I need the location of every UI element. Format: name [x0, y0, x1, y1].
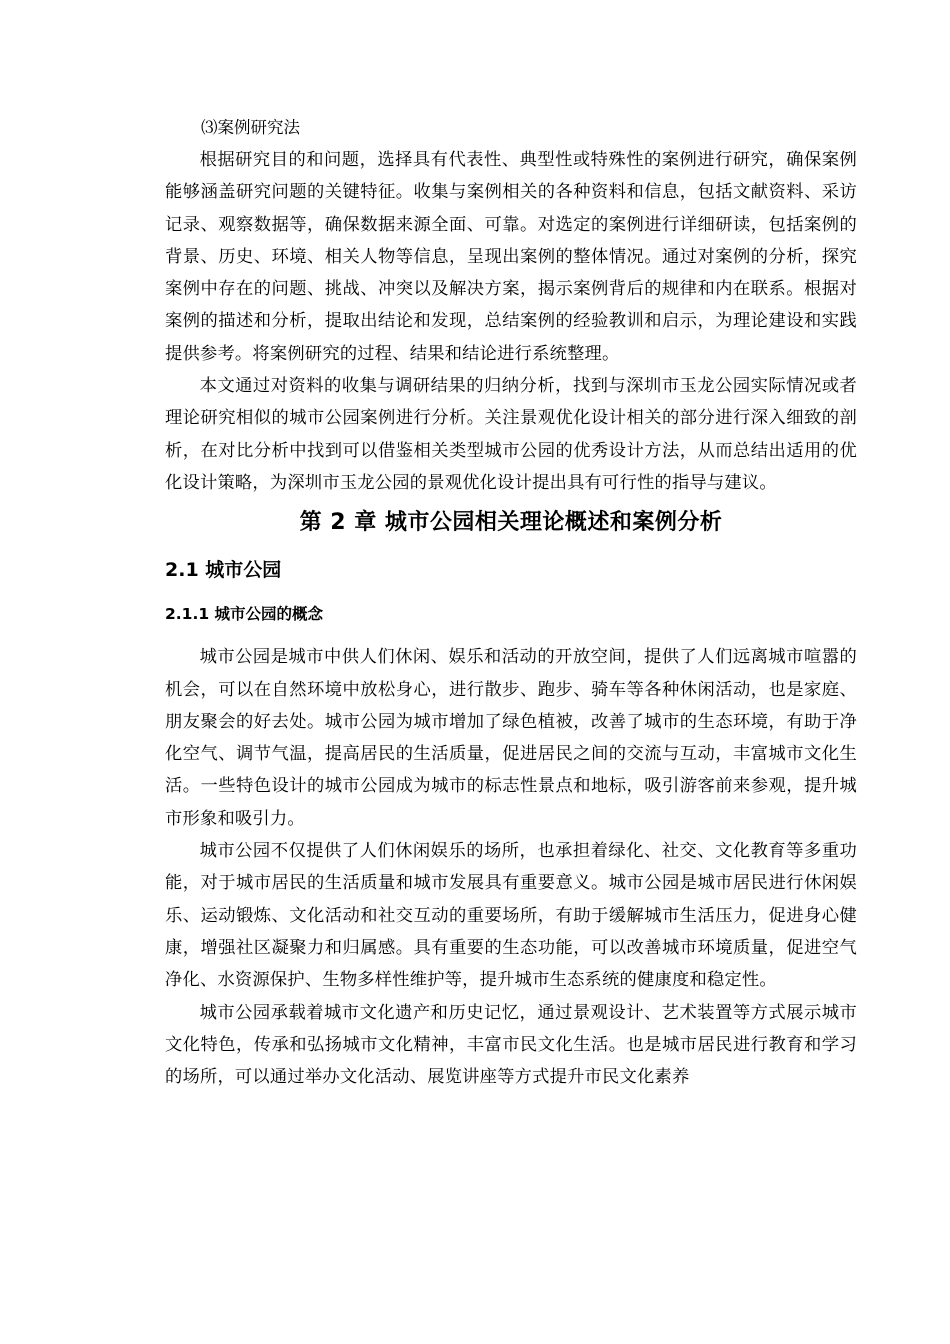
document-body	[165, 112, 857, 1093]
paragraph: 本文通过对资料的收集与调研结果的归纳分析，找到与深圳市玉龙公园实际情况或者理论研究相似的城市公园案例进行分析。关注景观优化设计相关的部分进行深入细致的剖析，在对比分析中找到可以借鉴相关类型城市公园的优秀设计方法，从而总结出适用的优化设计策略，为深圳市玉龙公园的景观优化设计提出具有可行性的指导与建议。	[165, 376, 857, 493]
paragraph: 城市公园承载着城市文化遗产和历史记忆，通过景观设计、艺术装置等方式展示城市文化特色，传承和弘扬城市文化精神，丰富市民文化生活。也是城市居民进行教育和学习的场所，可以通过举办文化活动、展览讲座等方式提升市民文化素养	[165, 1002, 857, 1088]
paragraph: 城市公园是城市中供人们休闲、娱乐和活动的开放空间，提供了人们远离城市喧嚣的机会，可以在自然环境中放松身心，进行散步、跑步、骑车等各种休闲活动，也是家庭、朋友聚会的好去处。城市公园为城市增加了绿色植被，改善了城市的生态环境，有助于净化空气、调节气温，提高居民的生活质量，促进居民之间的交流与互动，丰富城市文化生活。一些特色设计的城市公园成为城市的标志性景点和地标，吸引游客前来参观，提升城市形象和吸引力。	[165, 647, 857, 829]
subsection-title: 2.1.1 城市公园的概念	[165, 605, 324, 624]
paragraph: 城市公园不仅提供了人们休闲娱乐的场所，也承担着绿化、社交、文化教育等多重功能，对于城市居民的生活质量和城市发展具有重要意义。城市公园是城市居民进行休闲娱乐、运动锻炼、文化活动和社交互动的重要场所，有助于缓解城市生活压力，促进身心健康，增强社区凝聚力和归属感。具有重要的生态功能，可以改善城市环境质量，促进空气净化、水资源保护、生物多样性维护等，提升城市生态系统的健康度和稳定性。	[165, 841, 857, 991]
chapter-title: 第 2 章 城市公园相关理论概述和案例分析	[299, 510, 723, 536]
method-heading: ⑶案例研究法	[201, 118, 300, 137]
section-title: 2.1 城市公园	[165, 559, 282, 582]
paragraph: 根据研究目的和问题，选择具有代表性、典型性或特殊性的案例进行研究，确保案例能够涵盖研究问题的关键特征。收集与案例相关的各种资料和信息，包括文献资料、采访记录、观察数据等，确保数据来源全面、可靠。对选定的案例进行详细研读，包括案例的背景、历史、环境、相关人物等信息，呈现出案例的整体情况。通过对案例的分析，探究案例中存在的问题、挑战、冲突以及解决方案，揭示案例背后的规律和内在联系。根据对案例的描述和分析，提取出结论和发现，总结案例的经验教训和启示，为理论建设和实践提供参考。将案例研究的过程、结果和结论进行系统整理。	[165, 150, 857, 364]
